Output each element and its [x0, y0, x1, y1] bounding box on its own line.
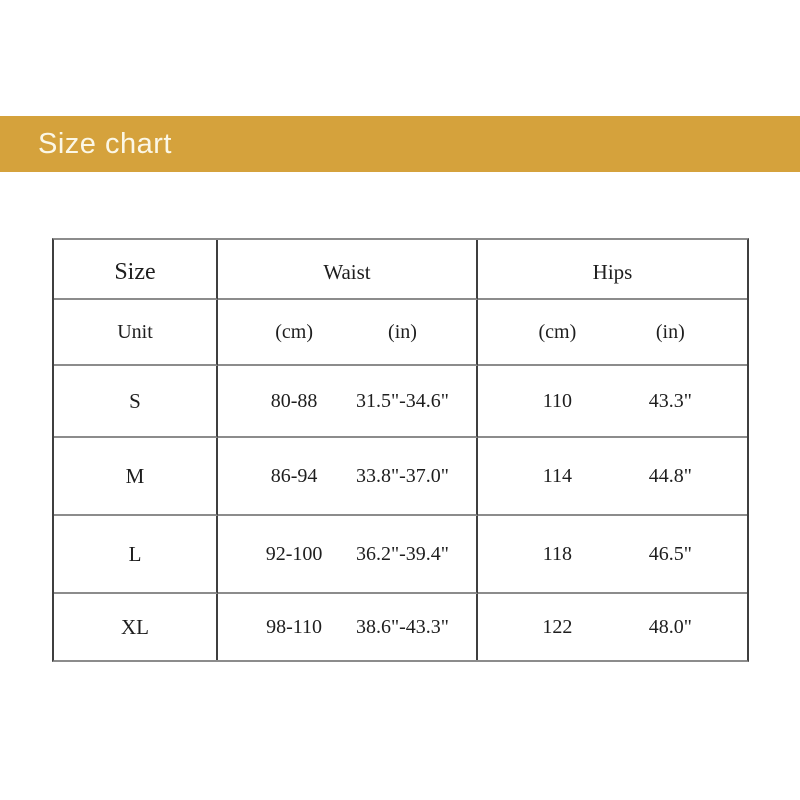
- waist-cell-xl: [218, 594, 478, 660]
- header-size: Size: [54, 240, 218, 300]
- hips-units-cell: [478, 300, 747, 366]
- hips-cm-value: 118: [542, 542, 572, 565]
- hips-cm-unit: (cm): [538, 320, 577, 343]
- waist-units-cell: [218, 300, 478, 366]
- size-cell-xl: XL: [54, 594, 218, 660]
- hips-cell-s: [478, 366, 747, 438]
- hips-cell-xl: [478, 594, 747, 660]
- waist-cm-value: 80-88: [270, 389, 318, 412]
- waist-cell-s: [218, 366, 478, 438]
- size-chart-banner: [0, 116, 800, 172]
- size-table: [52, 238, 749, 662]
- waist-cm-value: 92-100: [265, 542, 323, 565]
- waist-cell-l: [218, 516, 478, 594]
- waist-in-value: 31.5"-34.6": [355, 389, 449, 412]
- waist-cell-m: [218, 438, 478, 516]
- banner-title: Size chart: [38, 127, 172, 160]
- hips-in-value: 48.0": [648, 615, 692, 638]
- size-cell-m: M: [54, 438, 218, 516]
- waist-in-value: 33.8"-37.0": [355, 464, 449, 487]
- waist-cm-value: 86-94: [270, 464, 318, 487]
- hips-in-value: 43.3": [648, 389, 692, 412]
- waist-cm-unit: (cm): [275, 320, 313, 343]
- hips-in-value: 44.8": [648, 464, 692, 487]
- header-waist: Waist: [218, 240, 478, 300]
- header-hips: Hips: [478, 240, 747, 300]
- size-cell-s: S: [54, 366, 218, 438]
- unit-row-label: Unit: [54, 300, 218, 366]
- waist-in-value: 36.2"-39.4": [355, 542, 449, 565]
- waist-cm-value: 98-110: [266, 615, 323, 638]
- size-cell-l: L: [54, 516, 218, 594]
- hips-cm-value: 110: [542, 389, 572, 412]
- hips-cell-m: [478, 438, 747, 516]
- waist-in-unit: (in): [388, 320, 417, 343]
- hips-in-unit: (in): [655, 320, 685, 343]
- hips-cm-value: 122: [542, 615, 573, 638]
- hips-cm-value: 114: [542, 464, 572, 487]
- hips-in-value: 46.5": [648, 542, 692, 565]
- waist-in-value: 38.6"-43.3": [355, 615, 449, 638]
- hips-cell-l: [478, 516, 747, 594]
